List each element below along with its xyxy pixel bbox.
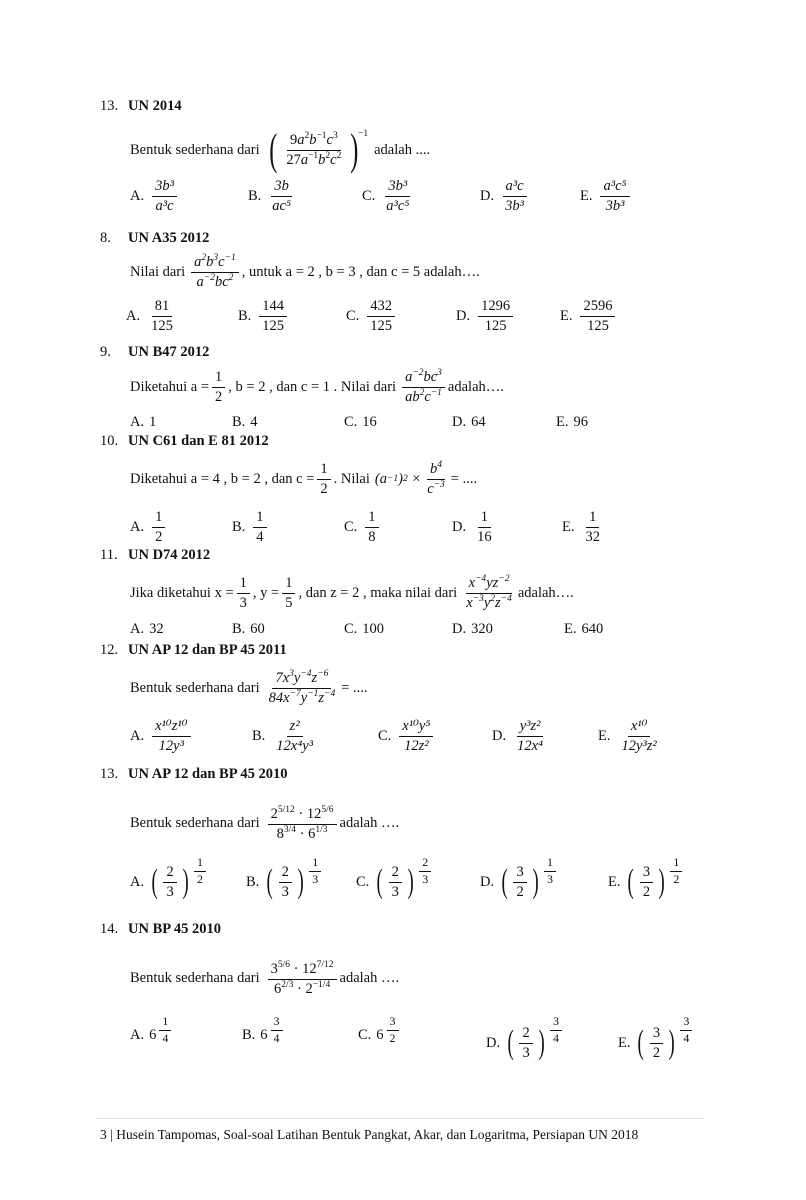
question-number: 8. [100, 230, 111, 246]
option-e[interactable]: E. 640 [564, 621, 604, 637]
stem-text-mid: . Nilai [333, 470, 370, 487]
option-d[interactable]: D. 320 [452, 621, 493, 637]
question-header [100, 547, 210, 564]
question-stem [130, 664, 368, 712]
question-header [100, 642, 287, 659]
option-b[interactable]: B. ( $\frac{2}{3}$ ) $\frac{1}{3}$ [246, 864, 324, 900]
question-stem [130, 943, 399, 1013]
question-number: 12. [100, 642, 119, 658]
page-footer: 3 | Husein Tampomas, Soal-soal Latihan Bentuk Pangkat, Akar, dan Logaritma, Persiapan UN 2018 [100, 1127, 639, 1142]
question-title: UN AP 12 dan BP 45 2011 [128, 642, 287, 658]
option-b[interactable]: B. 4 [232, 414, 258, 430]
question-header [100, 344, 209, 361]
option-b[interactable]: B. $\frac{1}{4}$ [232, 509, 270, 545]
option-e[interactable]: E. $\frac{2596}{125}$ [560, 298, 618, 334]
question-number: 9. [100, 344, 111, 360]
expression: $\frac{3^{5/6} \cdot 12^{7/12}}{6^{2/3} \cdot 2^{-1/4}}$ [268, 955, 337, 1001]
option-b[interactable]: B. $\frac{144}{125}$ [238, 298, 290, 334]
question-number: 10. [100, 433, 119, 449]
question-number: 11. [100, 547, 118, 563]
option-c[interactable]: C. $\frac{\text{x¹⁰y⁵}}{\text{12z²}}$ [378, 718, 436, 754]
expression: $\frac{x^{-4}yz^{-2}}{x^{-3}y^2z^{-4}}$ [466, 574, 512, 611]
stem-text: Bentuk sederhana dari [130, 814, 260, 831]
stem-text-end: adalah…. [447, 378, 504, 395]
option-d[interactable]: D. $\frac{\text{y³z²}}{\text{12x⁴}}$ [492, 718, 544, 754]
option-d[interactable]: D. 64 [452, 414, 486, 430]
option-e[interactable]: E. $\frac{1}{32}$ [562, 509, 600, 545]
question-title: UN BP 45 2010 [128, 921, 222, 937]
question-stem [130, 788, 399, 858]
question-stem: Diketahui a = $\frac{1}{2}$ , b = 2 , dan c = 1 . Nilai dari $\frac{a^{-2}bc^3}{ab^2c^{-1}}$ adalah…. [130, 368, 504, 405]
expression: $\frac{2^{5/12} \cdot 12^{5/6}}{8^{3/4} \cdot 6^{1/3}}$ [268, 800, 337, 846]
option-a[interactable]: A. 6 $\frac{1}{4}$ [130, 1025, 174, 1046]
question-number: 13. [100, 98, 119, 114]
stem-text-end: adalah …. [339, 814, 400, 831]
option-a[interactable]: A. $\frac{\text{x¹⁰z¹⁰}}{\text{12y³}}$ [130, 718, 194, 754]
option-d[interactable]: D. ( $\frac{2}{3}$ ) $\frac{3}{4}$ [486, 1025, 565, 1061]
option-a[interactable]: A. $\frac{\text{3b³}}{\text{a³c}}$ [130, 178, 180, 214]
question-header [100, 433, 269, 450]
stem-text-mid: , b = 2 , dan c = 1 . Nilai dari [228, 378, 397, 395]
option-b[interactable]: B. 6 $\frac{3}{4}$ [242, 1025, 286, 1046]
option-a[interactable]: A. $\frac{1}{2}$ [130, 509, 168, 545]
option-c[interactable]: C. 6 $\frac{3}{2}$ [358, 1025, 402, 1046]
option-c[interactable]: C. 100 [344, 621, 385, 637]
question-number: 13. [100, 766, 119, 782]
question-header [100, 766, 288, 783]
expression: $\frac{7x^3y^{-4}z^{-6}}{84x^{-7}y^{-1}z^{-4}}$ [268, 669, 336, 706]
option-c[interactable]: C. $\frac{1}{8}$ [344, 509, 382, 545]
stem-text: Diketahui a = [130, 378, 210, 395]
stem-text-end: adalah…. [517, 584, 574, 601]
option-e[interactable]: E. ( $\frac{3}{2}$ ) $\frac{1}{2}$ [608, 864, 685, 900]
stem-text-end: = .... [450, 470, 478, 487]
expression: $\frac{a^2b^3c^{-1}}{a^{-2}bc^2}$ [191, 254, 239, 290]
question-title: UN AP 12 dan BP 45 2010 [128, 766, 288, 782]
stem-text: Bentuk sederhana dari [130, 679, 260, 696]
option-d[interactable]: D. $\frac{\text{a³c}}{\text{3b³}}$ [480, 178, 530, 214]
question-stem [130, 120, 430, 180]
question-header [100, 98, 182, 115]
option-c[interactable]: C. 16 [344, 414, 377, 430]
option-e[interactable]: E. 96 [556, 414, 588, 430]
question-title: UN B47 2012 [128, 344, 210, 360]
option-a[interactable]: A. 32 [130, 621, 164, 637]
question-title: UN C61 dan E 81 2012 [128, 433, 269, 449]
stem-text-mid: , y = [252, 584, 280, 601]
footer-divider [96, 1118, 704, 1119]
stem-text-end: adalah …. [339, 969, 400, 986]
expression: (a −1 ) 2 × $\frac{b^4}{c^{-3}}$ [374, 460, 445, 497]
question-stem: Diketahui a = 4 , b = 2 , dan c = $\frac{1}{2}$ . Nilai (a −1 ) 2 × $\frac{b^4}{c^{-3}}$ = .... [130, 460, 478, 497]
option-c[interactable]: C. ( $\frac{2}{3}$ ) $\frac{2}{3}$ [356, 864, 434, 900]
expression: $\frac{a^{-2}bc^3}{ab^2c^{-1}}$ [402, 369, 445, 405]
option-d[interactable]: D. $\frac{1}{16}$ [452, 509, 492, 545]
option-a[interactable]: A. $\frac{81}{125}$ [126, 298, 173, 334]
question-number: 14. [100, 921, 119, 937]
option-d[interactable]: D. $\frac{1296}{125}$ [456, 298, 516, 334]
stem-text-end: adalah .... [374, 141, 431, 158]
stem-text: Bentuk sederhana dari [130, 141, 260, 158]
stem-text-mid2: , dan z = 2 , maka nilai dari [298, 584, 458, 601]
question-title: UN 2014 [128, 98, 182, 114]
option-d[interactable]: D. ( $\frac{3}{2}$ ) $\frac{1}{3}$ [480, 864, 559, 900]
option-b[interactable]: B. $\frac{\text{z²}}{\text{12x⁴y³}}$ [252, 718, 314, 754]
option-e[interactable]: E. $\frac{\text{x¹⁰}}{\text{12y³z²}}$ [598, 718, 657, 754]
question-header [100, 921, 221, 938]
question-title: UN A35 2012 [128, 230, 210, 246]
option-c[interactable]: C. $\frac{432}{125}$ [346, 298, 398, 334]
stem-text: Jika diketahui x = [130, 584, 234, 601]
option-b[interactable]: B. 60 [232, 621, 265, 637]
expression: ( $\frac{9a^2b^{-1}c^3}{27a^{-1}b^2c^2}$ ) $^{-1}$ [268, 125, 369, 174]
option-e[interactable]: E. $\frac{\text{a³c⁵}}{\text{3b³}}$ [580, 178, 633, 214]
stem-text-end: , untuk a = 2 , b = 3 , dan c = 5 adalah…. [241, 263, 480, 280]
option-a[interactable]: A. ( $\frac{2}{3}$ ) $\frac{1}{2}$ [130, 864, 209, 900]
question-title: UN D74 2012 [128, 547, 211, 563]
question-stem: Jika diketahui x = $\frac{1}{3}$ , y = $\frac{1}{5}$ , dan z = 2 , maka nilai dari $\frac{x^{-4}yz^{-2}}{x^{-3}y^2z^{-4}}$ adalah…. [130, 574, 574, 611]
option-e[interactable]: E. ( $\frac{3}{2}$ ) $\frac{3}{4}$ [618, 1025, 695, 1061]
option-a[interactable]: A. 1 [130, 414, 157, 430]
stem-text-end: = .... [341, 679, 368, 696]
stem-text: Nilai dari [130, 263, 186, 280]
question-stem [130, 248, 480, 296]
question-header [100, 230, 209, 247]
stem-text: Bentuk sederhana dari [130, 969, 260, 986]
stem-text: Diketahui a = 4 , b = 2 , dan c = [130, 470, 315, 487]
option-c[interactable]: C. $\frac{\text{3b³}}{\text{a³c⁵}}$ [362, 178, 410, 214]
option-b[interactable]: B. $\frac{3b}{\text{ac⁵}}$ [248, 178, 292, 214]
